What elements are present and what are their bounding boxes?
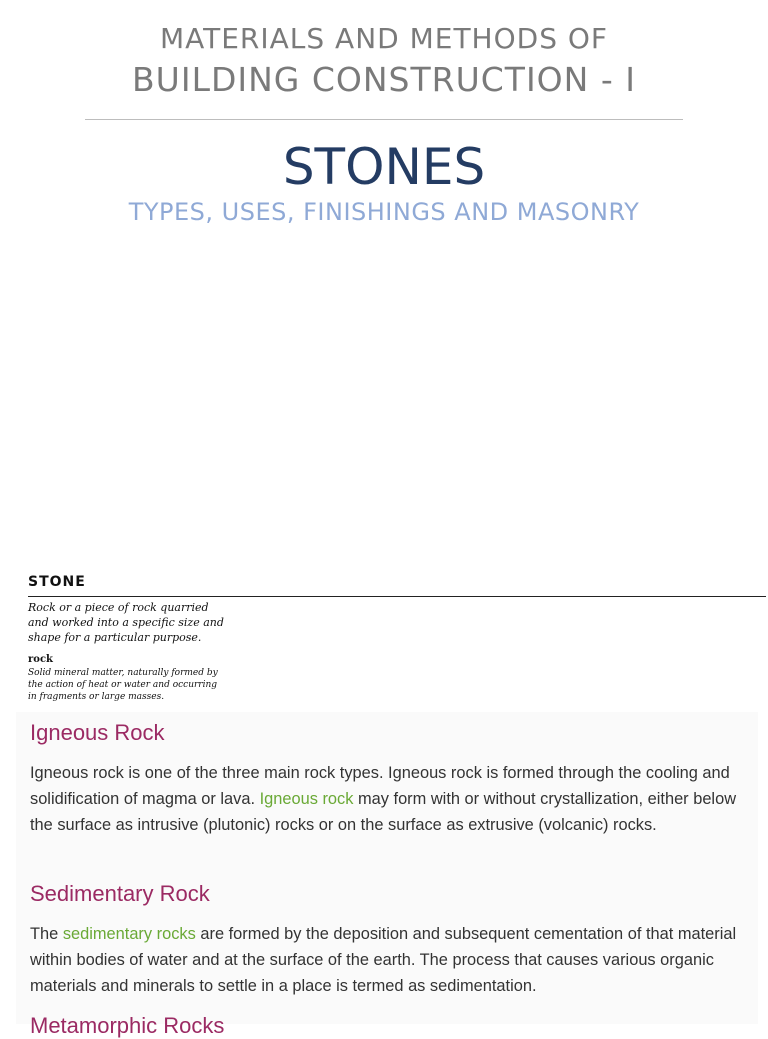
definition-block — [28, 574, 768, 702]
paragraph-sedimentary-text2: are formed by the deposition and subsequent cementation of that material within bodies of water and at the surface of the earth. The process that causes various organic materials and minerals to settle in a place is termed as sedimentation. — [30, 925, 737, 995]
header-line2: BUILDING CONSTRUCTION - I — [132, 60, 636, 99]
definition-term-rock: rock — [28, 654, 53, 665]
page-subtitle: TYPES, USES, FINISHINGS AND MASONRY — [128, 198, 640, 226]
link-sedimentary-rocks[interactable]: sedimentary rocks — [62, 925, 196, 943]
definition-text: Rock or a piece of rock quarried and worked into a specific size and shape for a particular purpose. — [28, 601, 224, 644]
definition-text-rock: Solid mineral matter, naturally formed by the action of heat or water and occurring in fragments or large masses. — [28, 668, 218, 702]
header-divider — [85, 119, 683, 120]
heading-sedimentary: Sedimentary Rock — [30, 881, 210, 906]
definition-divider — [28, 596, 766, 597]
paragraph-igneous-text2: may form with or without crystallization, either below the surface as intrusive (plutonic) rocks or on the surface as extrusive (volcanic) rocks. — [30, 790, 737, 834]
paragraph-igneous — [30, 760, 744, 838]
page-title: STONES — [282, 138, 486, 196]
paragraph-sedimentary-text1: The — [30, 925, 63, 943]
link-igneous-rock[interactable]: Igneous rock — [259, 790, 354, 808]
paragraph-sedimentary — [30, 921, 744, 999]
definition-term: STONE — [28, 574, 86, 590]
article-content — [16, 712, 758, 1038]
paragraph-igneous-text1: Igneous rock is one of the three main rock types. Igneous rock is formed through the cooling and solidification of magma or lava. — [30, 764, 730, 808]
heading-metamorphic: Metamorphic Rocks — [30, 1013, 225, 1038]
heading-igneous: Igneous Rock — [30, 720, 165, 745]
header-line1: MATERIALS AND METHODS OF — [159, 22, 609, 55]
